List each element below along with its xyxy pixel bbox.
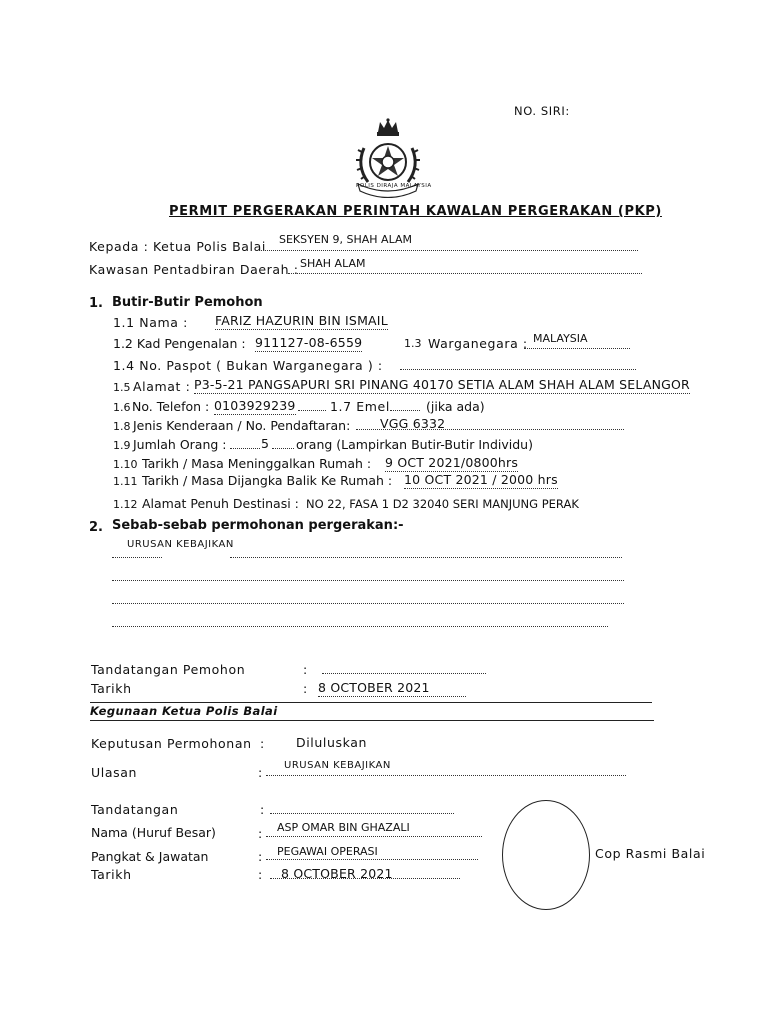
nama-huruf-besar-label: Nama (Huruf Besar) (91, 825, 216, 840)
divider-bottom (90, 720, 654, 721)
colon: : (303, 662, 308, 677)
tarikh-keluar-value[interactable]: 9 OCT 2021/0800hrs (385, 455, 519, 470)
colon: : (258, 826, 263, 841)
kenderaan-number: 1.8 (113, 420, 131, 433)
keputusan-value[interactable]: Diluluskan (296, 735, 368, 750)
tarikh-kpb-label: Tarikh (91, 867, 132, 882)
jumlah-dotted-line-b (272, 448, 294, 449)
kegunaan-heading: Kegunaan Ketua Polis Balai (90, 704, 278, 718)
kad-value[interactable]: 911127-08-6559 (255, 335, 363, 350)
ulasan-dotted-line (266, 775, 626, 776)
reason-line-4[interactable] (112, 626, 608, 627)
tarikh-balik-number: 1.11 (113, 475, 138, 488)
section1-number: 1. (89, 296, 103, 311)
reason-value[interactable]: URUSAN KEBAJIKAN (127, 539, 234, 550)
nama-pegawai-value[interactable]: ASP OMAR BIN GHAZALI (277, 821, 410, 834)
ulasan-value[interactable]: URUSAN KEBAJIKAN (284, 760, 391, 771)
jumlah-dotted-line-a (230, 448, 260, 449)
destinasi-number: 1.12 (113, 498, 138, 511)
alamat-number: 1.5 (113, 381, 131, 394)
reason-line-1b (230, 557, 622, 558)
emel-label: 1.7 Emel (330, 399, 390, 414)
alamat-label: Alamat : (133, 379, 191, 394)
warganegara-label: Warganegara : (428, 336, 528, 351)
kepada-label: Kepada : Ketua Polis Balai (89, 239, 266, 254)
telefon-label: No. Telefon : (132, 399, 210, 414)
reason-line-1a (112, 557, 162, 558)
jumlah-suffix: orang (Lampirkan Butir-Butir Individu) (296, 437, 533, 452)
kepada-dotted-line (256, 250, 638, 251)
emel-dotted-line[interactable] (390, 410, 420, 411)
tarikh-kpb-value[interactable]: 8 OCTOBER 2021 (281, 866, 393, 881)
kawasan-label: Kawasan Pentadbiran Daerah : (89, 262, 299, 277)
kenderaan-value[interactable]: VGG 6332 (380, 416, 446, 431)
colon: : (258, 765, 263, 780)
tarikh-balik-value[interactable]: 10 OCT 2021 / 2000 hrs (404, 472, 558, 487)
page-title: PERMIT PERGERAKAN PERINTAH KAWALAN PERGERAKAN (PKP) (169, 204, 662, 219)
kepada-value[interactable]: SEKSYEN 9, SHAH ALAM (279, 233, 412, 246)
section2-heading: Sebab-sebab permohonan pergerakan:- (112, 518, 404, 533)
divider-top (90, 702, 652, 703)
tandatangan-pemohon-line[interactable] (322, 673, 486, 674)
jumlah-label: Jumlah Orang : (133, 437, 227, 452)
kad-label: 1.2 Kad Pengenalan : (113, 336, 246, 351)
tarikh-pemohon-value[interactable]: 8 OCTOBER 2021 (318, 680, 466, 697)
kawasan-dotted-line (288, 273, 642, 274)
colon: : (258, 849, 263, 864)
paspot-label: 1.4 No. Paspot ( Bukan Warganegara ) : (113, 358, 383, 373)
warganegara-number: 1.3 (404, 337, 422, 350)
section1-heading: Butir-Butir Pemohon (112, 295, 263, 310)
colon: : (303, 681, 308, 696)
telefon-value[interactable]: 0103929239 (214, 398, 296, 413)
cop-rasmi-label: Cop Rasmi Balai (595, 846, 706, 861)
keputusan-label: Keputusan Permohonan (91, 736, 252, 751)
tarikh-balik-label: Tarikh / Masa Dijangka Balik Ke Rumah : (142, 473, 393, 488)
no-siri-label: NO. SIRI: (514, 104, 570, 118)
crest-ribbon-text: POLIS DIRAJA MALAYSIA (356, 183, 432, 189)
ulasan-label: Ulasan (91, 765, 137, 780)
pangkat-value[interactable]: PEGAWAI OPERASI (277, 845, 378, 858)
nama-dotted-line (266, 836, 482, 837)
colon: : (260, 802, 265, 817)
emel-note: (jika ada) (426, 399, 485, 414)
tarikh-pemohon-label: Tarikh (91, 681, 132, 696)
telefon-number: 1.6 (113, 401, 131, 414)
jumlah-value[interactable]: 5 (261, 436, 270, 451)
colon: : (258, 867, 263, 882)
tandatangan-label: Tandatangan (91, 802, 179, 817)
official-stamp-circle (502, 800, 590, 910)
paspot-dotted-line[interactable] (400, 369, 636, 370)
colon: : (260, 736, 265, 751)
tarikh-keluar-number: 1.10 (113, 458, 138, 471)
warganegara-dotted-line (524, 348, 630, 349)
pangkat-label: Pangkat & Jawatan (91, 849, 209, 864)
reason-line-2[interactable] (112, 580, 624, 581)
nama-label: 1.1 Nama : (113, 315, 188, 330)
tarikh-keluar-label: Tarikh / Masa Meninggalkan Rumah : (142, 456, 372, 471)
warganegara-value[interactable]: MALAYSIA (533, 332, 588, 345)
section2-number: 2. (89, 520, 103, 535)
telefon-dotted-line (298, 410, 326, 411)
tandatangan-pemohon-label: Tandatangan Pemohon (91, 662, 246, 677)
kenderaan-label: Jenis Kenderaan / No. Pendaftaran: (133, 418, 351, 433)
alamat-value[interactable]: P3-5-21 PANGSAPURI SRI PINANG 40170 SETIA ALAM SHAH ALAM SELANGOR (194, 377, 690, 392)
pangkat-dotted-line (266, 859, 478, 860)
destinasi-value[interactable]: NO 22, FASA 1 D2 32040 SERI MANJUNG PERAK (306, 497, 579, 511)
reason-line-3[interactable] (112, 603, 624, 604)
tandatangan-line[interactable] (270, 813, 454, 814)
nama-value[interactable]: FARIZ HAZURIN BIN ISMAIL (215, 313, 388, 328)
kawasan-value[interactable]: SHAH ALAM (300, 257, 366, 270)
destinasi-label: Alamat Penuh Destinasi : (142, 496, 299, 511)
jumlah-number: 1.9 (113, 439, 131, 452)
